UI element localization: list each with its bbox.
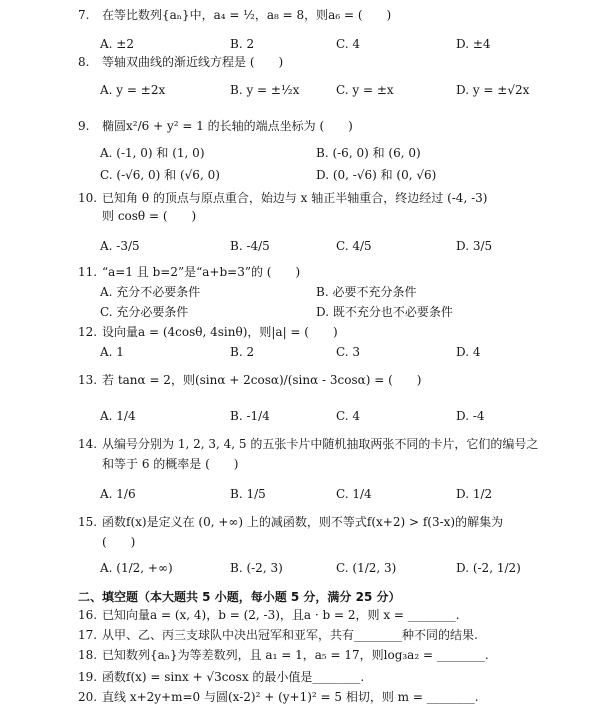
question-14: [78, 436, 581, 452]
question-9: [78, 118, 581, 134]
question-stem: 若 tanα = 2，则(sinα + 2cosα)/(sinα - 3cosα) = ( ): [102, 373, 422, 387]
question-20: [78, 689, 581, 705]
question-stem: 已知角 θ 的顶点与原点重合，始边与 x 轴正半轴重合，终边经过 (-4, -3): [102, 191, 488, 205]
options-14: [100, 486, 580, 514]
options-13: [100, 408, 580, 436]
question-number: 8.: [78, 55, 90, 69]
question-number: 20.: [78, 690, 98, 704]
question-7: [78, 7, 581, 23]
option-d: D. 3/5: [456, 239, 493, 253]
section-fill-in-heading: 二、填空题（本大题共 5 小题，每小题 5 分，满分 25 分）: [78, 590, 401, 604]
option-b: B. 1/5: [230, 487, 266, 501]
question-10: [78, 190, 581, 206]
option-d: D. 4: [456, 345, 481, 359]
question-14-line2: [102, 456, 581, 472]
option-c: C. (-√6, 0) 和 (√6, 0): [100, 168, 220, 182]
question-stem-continued: ( ): [102, 535, 136, 549]
question-number: 13.: [78, 373, 98, 387]
question-stem: 从编号分别为 1, 2, 3, 4, 5 的五张卡片中随机抽取两张不同的卡片，它们的编号之: [102, 437, 539, 451]
question-number: 12.: [78, 325, 98, 339]
option-a: A. -3/5: [100, 239, 140, 253]
option-c: C. 4: [336, 409, 361, 423]
question-number: 19.: [78, 670, 98, 684]
question-number: 11.: [78, 265, 98, 279]
question-15-line2: [102, 534, 581, 550]
question-stem: 已知向量a = (x, 4)，b = (2, -3)，且a · b = 2，则 x = ________.: [102, 608, 460, 622]
option-d: D. (-2, 1/2): [456, 561, 521, 575]
question-stem-continued: 和等于 6 的概率是 ( ): [102, 457, 239, 471]
option-a: A. y = ±2x: [100, 83, 166, 97]
question-17: [78, 627, 581, 643]
option-d: D. (0, -√6) 和 (0, √6): [316, 168, 437, 182]
option-c: C. (1/2, 3): [336, 561, 397, 575]
option-a: A. (-1, 0) 和 (1, 0): [100, 146, 205, 160]
option-b: B. 2: [230, 37, 255, 51]
question-number: 10.: [78, 191, 98, 205]
option-c: C. 4: [336, 37, 361, 51]
option-a: A. 充分不必要条件: [100, 285, 201, 299]
question-stem-continued: 则 cosθ = ( ): [102, 209, 197, 223]
question-stem: 函数f(x)是定义在 (0, +∞) 上的减函数，则不等式f(x+2) > f(3-x)的解集为: [102, 515, 504, 529]
question-11: [78, 264, 581, 280]
question-number: 17.: [78, 628, 98, 642]
option-b: B. y = ±½x: [230, 83, 300, 97]
option-b: B. -1/4: [230, 409, 270, 423]
question-stem: 椭圆x²/6 + y² = 1 的长轴的端点坐标为 ( ): [102, 119, 353, 133]
option-c: C. y = ±x: [336, 83, 394, 97]
question-stem: 已知数列{aₙ}为等差数列，且 a₁ = 1，a₅ = 17，则log₃a₂ = ________.: [102, 648, 489, 662]
option-c: C. 4/5: [336, 239, 372, 253]
option-b: B. (-2, 3): [230, 561, 283, 575]
question-19: [78, 669, 581, 685]
question-number: 15.: [78, 515, 98, 529]
option-d: D. 既不充分也不必要条件: [316, 305, 453, 319]
option-b: B. -4/5: [230, 239, 270, 253]
question-stem: “a=1 且 b=2”是“a+b=3”的 ( ): [102, 265, 301, 279]
question-stem: 直线 x+2y+m=0 与圆(x-2)² + (y+1)² = 5 相切，则 m = ________.: [102, 690, 479, 704]
option-b: B. (-6, 0) 和 (6, 0): [316, 146, 421, 160]
question-13: [78, 372, 581, 388]
option-c: C. 3: [336, 345, 361, 359]
options-12: [100, 344, 580, 372]
options-15: [100, 560, 580, 588]
option-a: A. ±2: [100, 37, 134, 51]
option-d: D. y = ±√2x: [456, 83, 530, 97]
question-stem: 函数f(x) = sinx + √3cosx 的最小值是________.: [102, 670, 365, 684]
question-18: [78, 647, 581, 663]
question-number: 9.: [78, 119, 90, 133]
option-c: C. 1/4: [336, 487, 372, 501]
option-c: C. 充分必要条件: [100, 305, 189, 319]
option-a: A. 1/4: [100, 409, 136, 423]
option-d: D. ±4: [456, 37, 491, 51]
question-stem: 设向量a = (4cosθ, 4sinθ)，则|a| = ( ): [102, 325, 338, 339]
option-a: A. 1: [100, 345, 124, 359]
option-d: D. 1/2: [456, 487, 493, 501]
question-15: [78, 514, 581, 530]
option-a: A. (1/2, +∞): [100, 561, 173, 575]
question-16: [78, 607, 581, 623]
option-b: B. 必要不充分条件: [316, 285, 417, 299]
question-number: 14.: [78, 437, 98, 451]
question-number: 18.: [78, 648, 98, 662]
question-10-line2: [102, 208, 581, 224]
option-b: B. 2: [230, 345, 255, 359]
question-number: 16.: [78, 608, 98, 622]
question-12: [78, 324, 581, 340]
question-stem: 等轴双曲线的渐近线方程是 ( ): [102, 55, 284, 69]
question-number: 7.: [78, 8, 90, 22]
options-10: [100, 238, 580, 266]
question-stem: 在等比数列{aₙ}中，a₄ = ½，a₈ = 8，则a₆ = ( ): [102, 8, 392, 22]
option-a: A. 1/6: [100, 487, 136, 501]
question-8: [78, 54, 581, 70]
question-stem: 从甲、乙、丙三支球队中决出冠军和亚军，共有________种不同的结果.: [102, 628, 478, 642]
options-8: [100, 82, 580, 110]
option-d: D. -4: [456, 409, 485, 423]
